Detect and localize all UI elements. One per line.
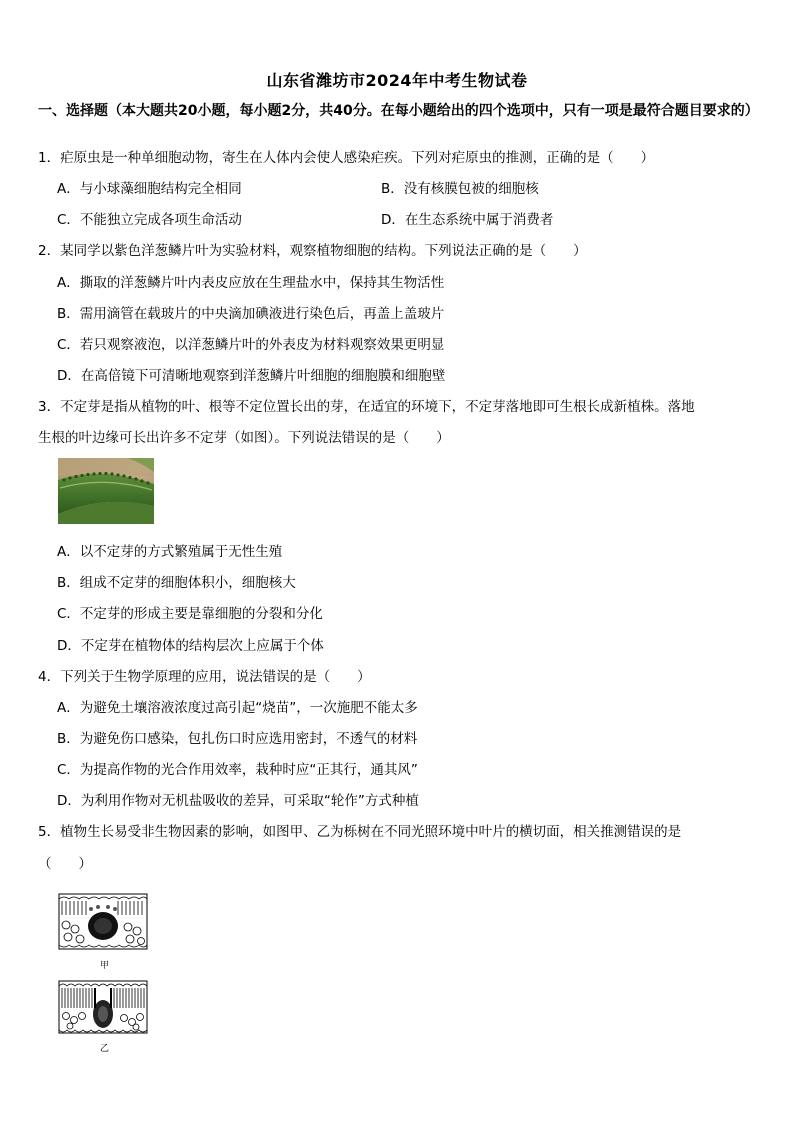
question-3-option-a: A．以不定芽的方式繁殖属于无性生殖 [57, 544, 283, 560]
question-4-stem: 4．下列关于生物学原理的应用，说法错误的是（ ） [38, 669, 371, 685]
leaf-plantlets-photo [58, 458, 154, 524]
question-5-stem-line-2: （ ） [38, 856, 92, 872]
question-3-option-b: B．组成不定芽的细胞体积小，细胞核大 [57, 575, 296, 591]
question-1-option-c: C．不能独立完成各项生命活动 [57, 212, 242, 228]
question-4-option-a: A．为避免土壤溶液浓度过高引起“烧苗”，一次施肥不能太多 [57, 700, 418, 716]
question-2-stem: 2．某同学以紫色洋葱鳞片叶为实验材料，观察植物细胞的结构。下列说法正确的是（ ） [38, 243, 587, 259]
question-1-option-b: B．没有核膜包被的细胞核 [381, 181, 539, 197]
question-4-option-c: C．为提高作物的光合作用效率，栽种时应“正其行，通其风” [57, 762, 418, 778]
question-2-option-a: A．撕取的洋葱鳞片叶内表皮应放在生理盐水中，保持其生物活性 [57, 275, 445, 291]
question-4-option-d: D．为利用作物对无机盐吸收的差异，可采取“轮作”方式种植 [57, 793, 419, 809]
leaf-cross-section-yi [58, 980, 150, 1038]
figure-caption-jia: 甲 [100, 961, 110, 971]
question-3-stem-line-2: 生根的叶边缘可长出许多不定芽（如图）。下列说法错误的是（ ） [38, 430, 450, 446]
question-2-option-c: C．若只观察液泡，以洋葱鳞片叶的外表皮为材料观察效果更明显 [57, 337, 445, 353]
question-3-option-d: D．不定芽在植物体的结构层次上应属于个体 [57, 638, 324, 654]
question-2-option-b: B．需用滴管在载玻片的中央滴加碘液进行染色后，再盖上盖玻片 [57, 306, 445, 322]
section-heading: 一、选择题（本大题共20小题，每小题2分，共40分。在每小题给出的四个选项中，只有一项是最符合题目要求的） [38, 103, 759, 119]
question-1-stem: 1．疟原虫是一种单细胞动物，寄生在人体内会使人感染疟疾。下列对疟原虫的推测，正确的是（ ） [38, 150, 655, 166]
question-1-option-d: D．在生态系统中属于消费者 [381, 212, 554, 228]
question-2-option-d: D．在高倍镜下可清晰地观察到洋葱鳞片叶细胞的细胞膜和细胞壁 [57, 368, 446, 384]
question-4-option-b: B．为避免伤口感染，包扎伤口时应选用密封，不透气的材料 [57, 731, 418, 747]
question-3-option-c: C．不定芽的形成主要是靠细胞的分裂和分化 [57, 606, 323, 622]
question-5-stem-line-1: 5．植物生长易受非生物因素的影响，如图甲、乙为栎树在不同光照环境中叶片的横切面，相关推测错误的是 [38, 824, 682, 840]
question-1-option-a: A．与小球藻细胞结构完全相同 [57, 181, 242, 197]
question-3-stem-line-1: 3．不定芽是指从植物的叶、根等不定位置长出的芽，在适宜的环境下，不定芽落地即可生根长成新植株。落地 [38, 399, 695, 415]
figure-caption-yi: 乙 [100, 1044, 110, 1054]
page-title: 山东省潍坊市2024年中考生物试卷 [266, 71, 528, 90]
leaf-cross-section-jia [58, 893, 150, 951]
